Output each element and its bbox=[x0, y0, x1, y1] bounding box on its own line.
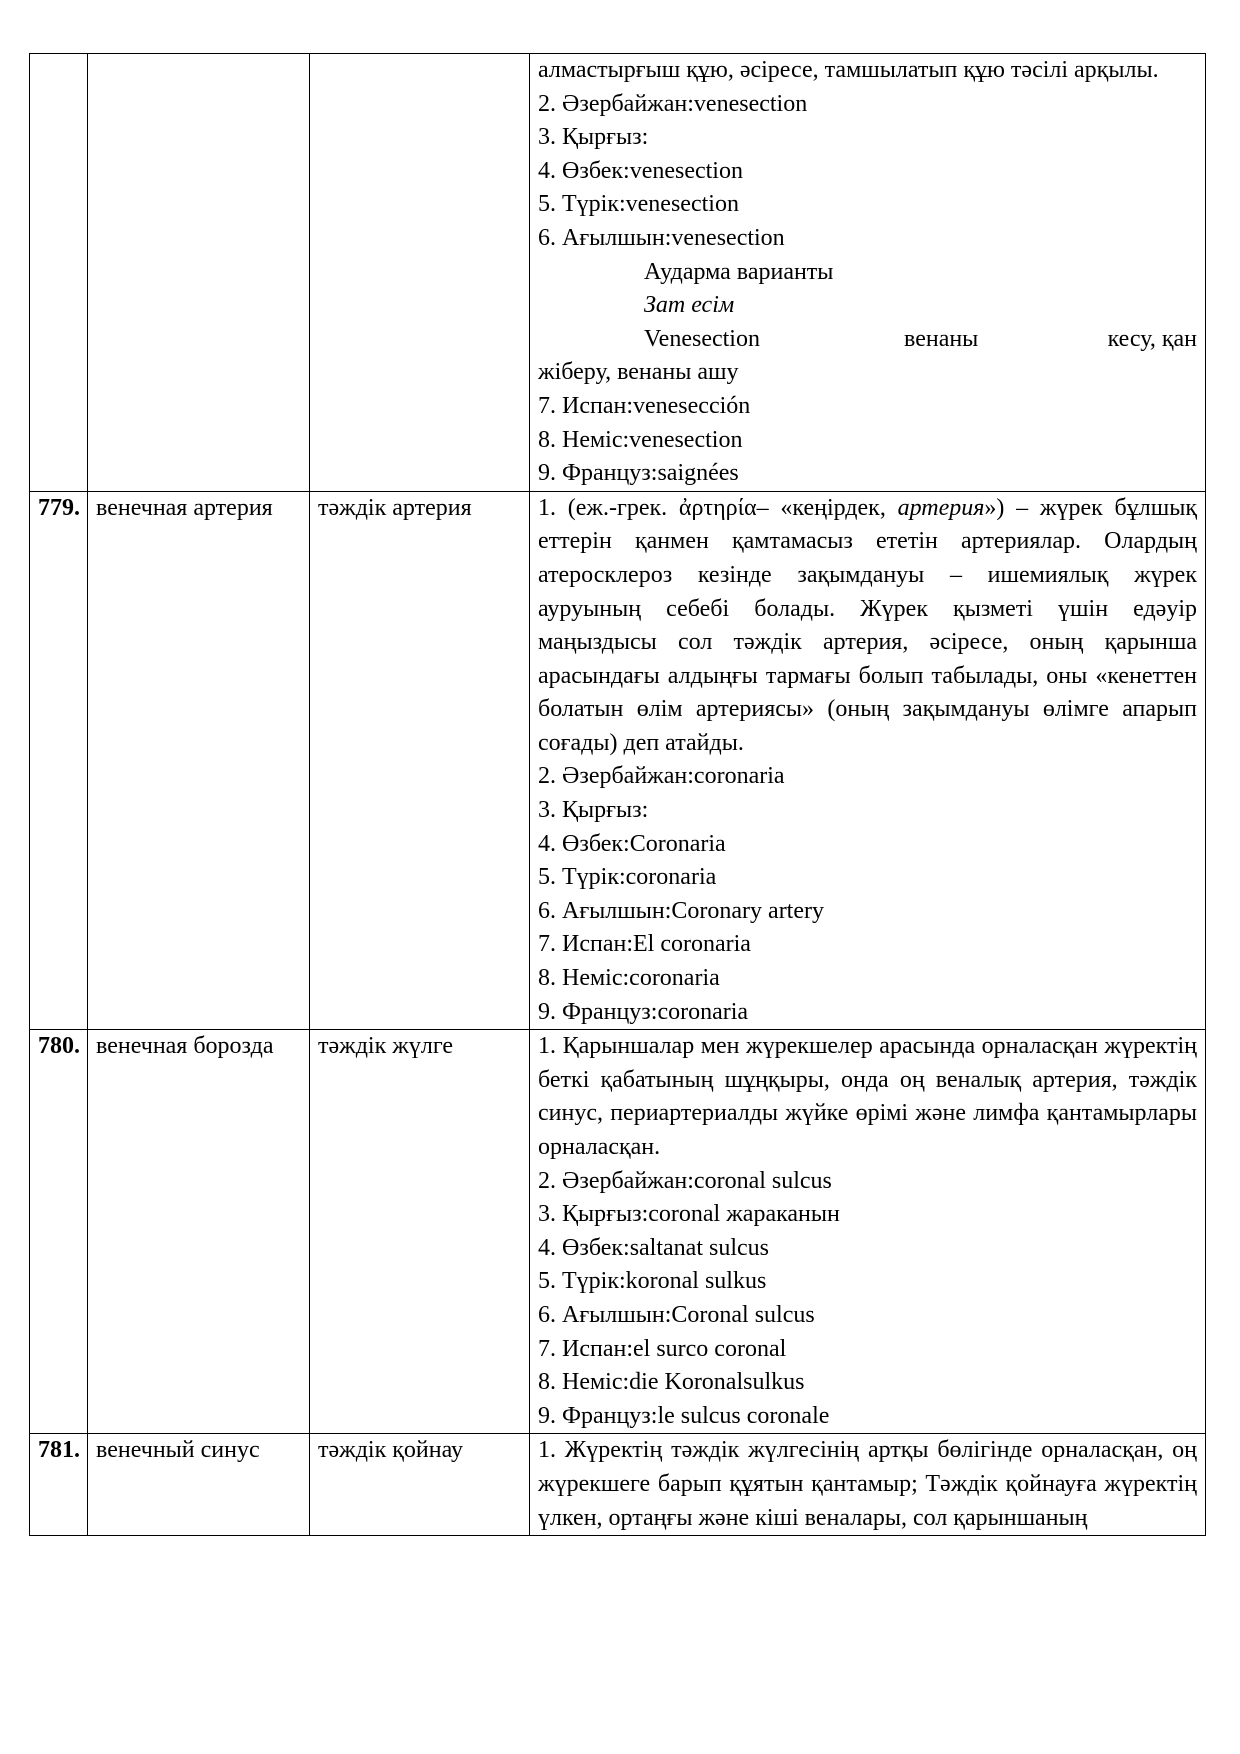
entry-number: 781. bbox=[30, 1434, 88, 1536]
entry-number: 780. bbox=[30, 1030, 88, 1434]
table-row bbox=[30, 1434, 1206, 1536]
translation-line: 6. Ағылшын:Coronary artery bbox=[538, 897, 824, 924]
translation-line: 9. Француз:le sulcus coronale bbox=[538, 1402, 830, 1429]
table-row bbox=[30, 54, 1206, 492]
russian-term: венечная борозда bbox=[88, 1030, 310, 1434]
translation-line: 2. Әзербайжан:venesection bbox=[538, 90, 808, 117]
variant-word: Venesection bbox=[644, 325, 760, 352]
variant-gloss: кесу, қан bbox=[1107, 325, 1197, 352]
translation-line: 6. Ағылшын:Coronal sulcus bbox=[538, 1301, 815, 1328]
definition-italic-term: артерия bbox=[897, 494, 985, 521]
table-row bbox=[30, 1030, 1206, 1434]
translation-line: 3. Қырғыз:coronal жараканын bbox=[538, 1201, 840, 1228]
translation-line: 7. Испан:El coronaria bbox=[538, 931, 751, 958]
definition-prefix: 1. (еж.-грек. ἀρτηρία– «кеңірдек, bbox=[538, 494, 898, 521]
translation-line: 7. Испан:venesección bbox=[538, 392, 751, 419]
russian-term bbox=[88, 54, 310, 492]
entry-number: 779. bbox=[30, 491, 88, 1030]
definition-cell bbox=[530, 1030, 1206, 1434]
definition-text: 1. Қарыншалар мен жүрекшелер арасында орналасқан жүректің беткі қабатының шұңқыры, онда оң веналық артерия, тәждік синус, периартериалды жүйке өрімі және лимфа қантамырлары орналасқан. bbox=[538, 1033, 1197, 1160]
translation-line: 4. Өзбек:venesection bbox=[538, 157, 743, 184]
russian-term: венечный синус bbox=[88, 1434, 310, 1536]
definition-cell bbox=[530, 1434, 1206, 1536]
definition-text bbox=[538, 492, 1197, 761]
russian-term: венечная артерия bbox=[88, 491, 310, 1030]
translation-line: 8. Неміс:die Koronalsulkus bbox=[538, 1369, 805, 1396]
definition-cell bbox=[530, 491, 1206, 1030]
definition-cell bbox=[530, 54, 1206, 492]
kazakh-term: тәждік жүлге bbox=[310, 1030, 530, 1434]
variant-heading: Аударма варианты bbox=[644, 258, 834, 285]
variant-gloss-continued: жіберу, венаны ашу bbox=[538, 359, 739, 386]
kazakh-term: тәждік артерия bbox=[310, 491, 530, 1030]
translation-line: 8. Неміс:coronaria bbox=[538, 965, 720, 992]
variant-part-of-speech: Зат есім bbox=[644, 292, 735, 319]
entry-number bbox=[30, 54, 88, 492]
definition-text: 1. Жүректің тәждік жүлгесінің артқы бөлігінде орналасқан, оң жүрекшеге барып құятын қантамыр; Тәждік қойнауға жүректің үлкен, ортаңғы және кіші веналары, сол қарыншаның bbox=[538, 1437, 1197, 1531]
definition-suffix: ») – жүрек бұлшық еттерін қанмен қамтамасыз ететін артериялар. Олардың атеросклероз кезінде зақымдануы – ишемиялық жүрек ауруының себебі болады. Жүрек қызметі үшін едәуір маңыздысы сол тәждік артерия, әсіресе, оның қарынша арасындағы алдыңғы тармағы болып табылады, оны «кенеттен болатын өлім артериясы» (оның зақымдануы өлімге апарып соғады) деп атайды. bbox=[538, 494, 1198, 756]
translation-line: 9. Француз:saignées bbox=[538, 460, 739, 487]
translation-line: 9. Француз:coronaria bbox=[538, 998, 749, 1025]
translation-line: 2. Әзербайжан:coronaria bbox=[538, 763, 785, 790]
translation-line: 8. Неміс:venesection bbox=[538, 426, 743, 453]
variant-line bbox=[538, 323, 1197, 357]
translation-line: 3. Қырғыз: bbox=[538, 124, 649, 151]
translation-line: 2. Әзербайжан:coronal sulcus bbox=[538, 1167, 832, 1194]
translation-line: 4. Өзбек:saltanat sulcus bbox=[538, 1234, 769, 1261]
translation-line: 5. Түрік:coronaria bbox=[538, 864, 717, 891]
table-row bbox=[30, 491, 1206, 1030]
kazakh-term bbox=[310, 54, 530, 492]
translation-line: 3. Қырғыз: bbox=[538, 797, 649, 824]
translation-line: 6. Ағылшын:venesection bbox=[538, 224, 785, 251]
translation-line: 7. Испан:el surco coronal bbox=[538, 1335, 787, 1362]
variant-gloss: венаны bbox=[904, 325, 979, 352]
dictionary-table bbox=[29, 53, 1206, 1536]
definition-text: алмастырғыш құю, әсіресе, тамшылатып құю тәсілі арқылы. bbox=[538, 57, 1159, 83]
translation-line: 4. Өзбек:Coronaria bbox=[538, 830, 726, 857]
translation-line: 5. Түрік:koronal sulkus bbox=[538, 1268, 767, 1295]
kazakh-term: тәждік қойнау bbox=[310, 1434, 530, 1536]
translation-line: 5. Түрік:venesection bbox=[538, 191, 739, 218]
